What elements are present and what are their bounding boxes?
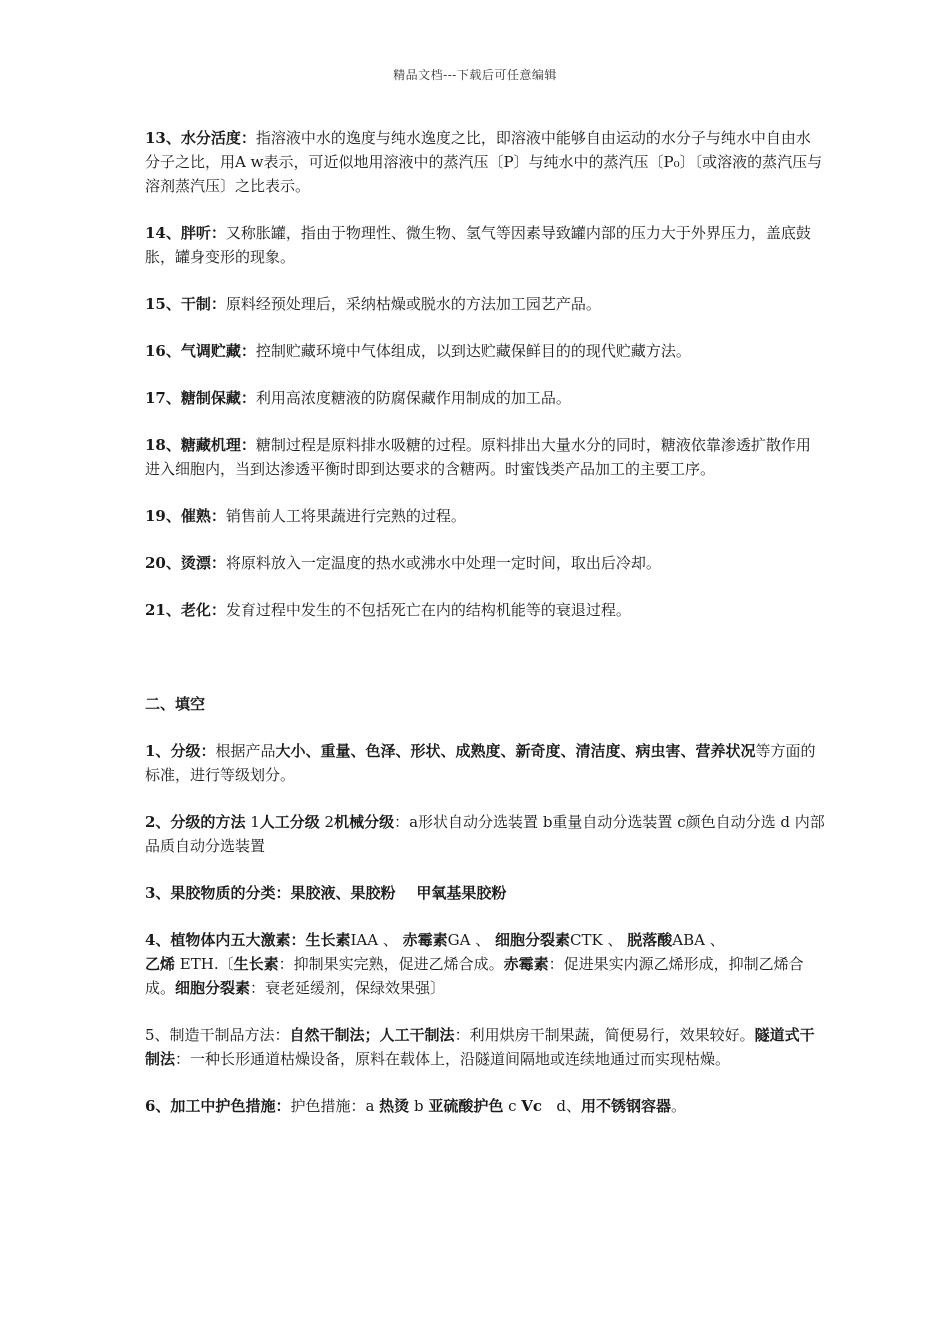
definition-17: 17、糖制保藏：利用高浓度糖液的防腐保藏作用制成的加工品。 (145, 389, 571, 407)
definition-21: 21、老化：发育过程中发生的不包括死亡在内的结构机能等的衰退过程。 (145, 601, 631, 619)
definition-19: 19、催熟：销售前人工将果蔬进行完熟的过程。 (145, 507, 466, 525)
definition-13: 13、水分活度：指溶液中水的逸度与纯水逸度之比，即溶液中能够自由运动的水分子与纯水中自由水分子之比，用A w表示，可近似地用溶液中的蒸汽压〔P〕与纯水中的蒸汽压〔P₀〕〔或溶液的蒸汽压与溶剂蒸汽压〕之比表示。 (145, 129, 823, 195)
term: 糖藏机理： (180, 436, 256, 454)
term: 水分活度： (180, 129, 256, 147)
fill-item-2: 2、分级的方法 1人工分级 2机械分级：a形状自动分选装置 b重量自动分选装置 c颜色自动分选 d 内部品质自动分选装置 (145, 813, 825, 855)
definition-15: 15、干制：原料经预处理后，采纳枯燥或脱水的方法加工园艺产品。 (145, 295, 601, 313)
term: 老化： (180, 601, 226, 619)
term: 气调贮藏： (180, 342, 256, 360)
term: 胖听： (180, 224, 226, 242)
fill-item-4: 4、植物体内五大激素：生长素IAA 、 赤霉素GA 、 细胞分裂素CTK 、 脱落酸ABA 、 乙烯 ETH.〔生长素：抑制果实完熟，促进乙烯合成。赤霉素：促进果实内源乙烯形成，抑制乙烯合成。细胞分裂素：衰老延缓剂，保绿效果强〕 (145, 931, 804, 997)
definition-16: 16、气调贮藏：控制贮藏环境中气体组成，以到达贮藏保鲜目的的现代贮藏方法。 (145, 342, 691, 360)
fill-item-1: 1、分级：根据产品大小、重量、色泽、形状、成熟度、新奇度、清洁度、病虫害、营养状况等方面的标准，进行等级划分。 (145, 742, 816, 784)
term: 糖制保藏： (180, 389, 256, 407)
page-header: 精品文档---下载后可任意编辑 (393, 68, 557, 82)
fill-item-5: 5、制造干制品方法：自然干制法；人工干制法：利用烘房干制果蔬，简便易行，效果较好。隧道式干制法：一种长形通道枯燥设备，原料在载体上，沿隧道间隔地或连续地通过而实现枯燥。 (145, 1026, 815, 1068)
definition-18: 18、糖藏机理：糖制过程是原料排水吸糖的过程。原料排出大量水分的同时，糖液依靠渗透扩散作用进入细胞内，当到达渗透平衡时即到达要求的含糖两。时蜜饯类产品加工的主要工序。 (145, 436, 811, 478)
definition-20: 20、烫漂：将原料放入一定温度的热水或沸水中处理一定时间，取出后冷却。 (145, 554, 661, 572)
fill-item-6: 6、加工中护色措施：护色措施：a 热烫 b 亚硫酸护色 c Vc d、用不锈钢容器。 (145, 1097, 687, 1115)
definition-14: 14、胖听：又称胀罐，指由于物理性、微生物、氢气等因素导致罐内部的压力大于外界压力，盖底鼓胀，罐身变形的现象。 (145, 224, 811, 266)
section-title: 二、填空 (145, 695, 206, 713)
document-body (145, 126, 825, 1141)
term: 烫漂： (180, 554, 226, 572)
fill-item-3: 3、果胶物质的分类：果胶液、果胶粉 甲氧基果胶粉 (145, 884, 507, 902)
term: 干制： (180, 295, 226, 313)
term: 催熟： (180, 507, 226, 525)
